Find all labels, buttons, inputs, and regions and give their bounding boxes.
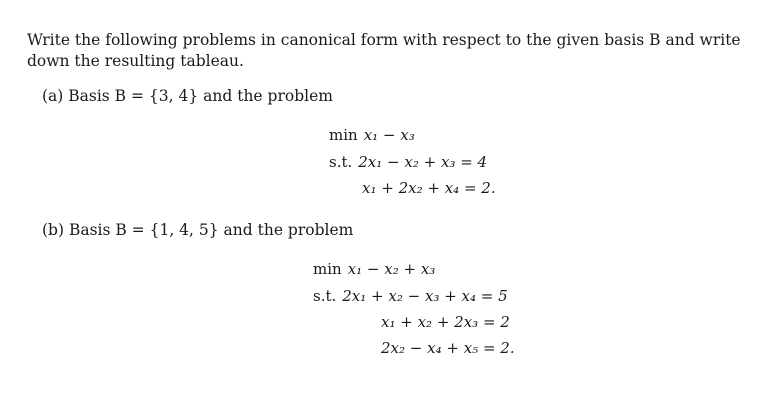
objective-expression: x₁ − x₃ — [363, 126, 415, 144]
part-b-constraint-2 — [381, 312, 510, 332]
constraint-expression: 2x₁ + x₂ − x₃ + x₄ = 5 — [342, 287, 508, 305]
part-b-heading: (b) Basis B = {1, 4, 5} and the problem — [42, 221, 354, 239]
constraint-expression: x₁ + x₂ + 2x₃ = 2 — [381, 313, 510, 331]
objective-expression: x₁ − x₂ + x₃ — [347, 260, 436, 278]
part-a-constraint-2 — [362, 178, 496, 198]
part-a-objective — [329, 125, 415, 145]
problem-intro: Write the following problems in canonical form with respect to the given basis B and write down the resulting tableau. — [27, 31, 741, 70]
constraint-expression: 2x₂ − x₄ + x₅ = 2. — [381, 339, 515, 357]
part-b-objective — [313, 259, 435, 279]
constraint-expression: x₁ + 2x₂ + x₄ = 2. — [362, 179, 496, 197]
subject-to-keyword: s.t. — [329, 153, 353, 171]
part-b-constraint-1 — [313, 286, 508, 306]
objective-keyword: min — [313, 260, 342, 278]
part-a-constraint-1 — [329, 152, 487, 172]
constraint-expression: 2x₁ − x₂ + x₃ = 4 — [358, 153, 488, 171]
part-a-heading: (a) Basis B = {3, 4} and the problem — [42, 87, 333, 105]
subject-to-keyword: s.t. — [313, 287, 337, 305]
part-b-constraint-3 — [381, 338, 515, 358]
objective-keyword: min — [329, 126, 358, 144]
